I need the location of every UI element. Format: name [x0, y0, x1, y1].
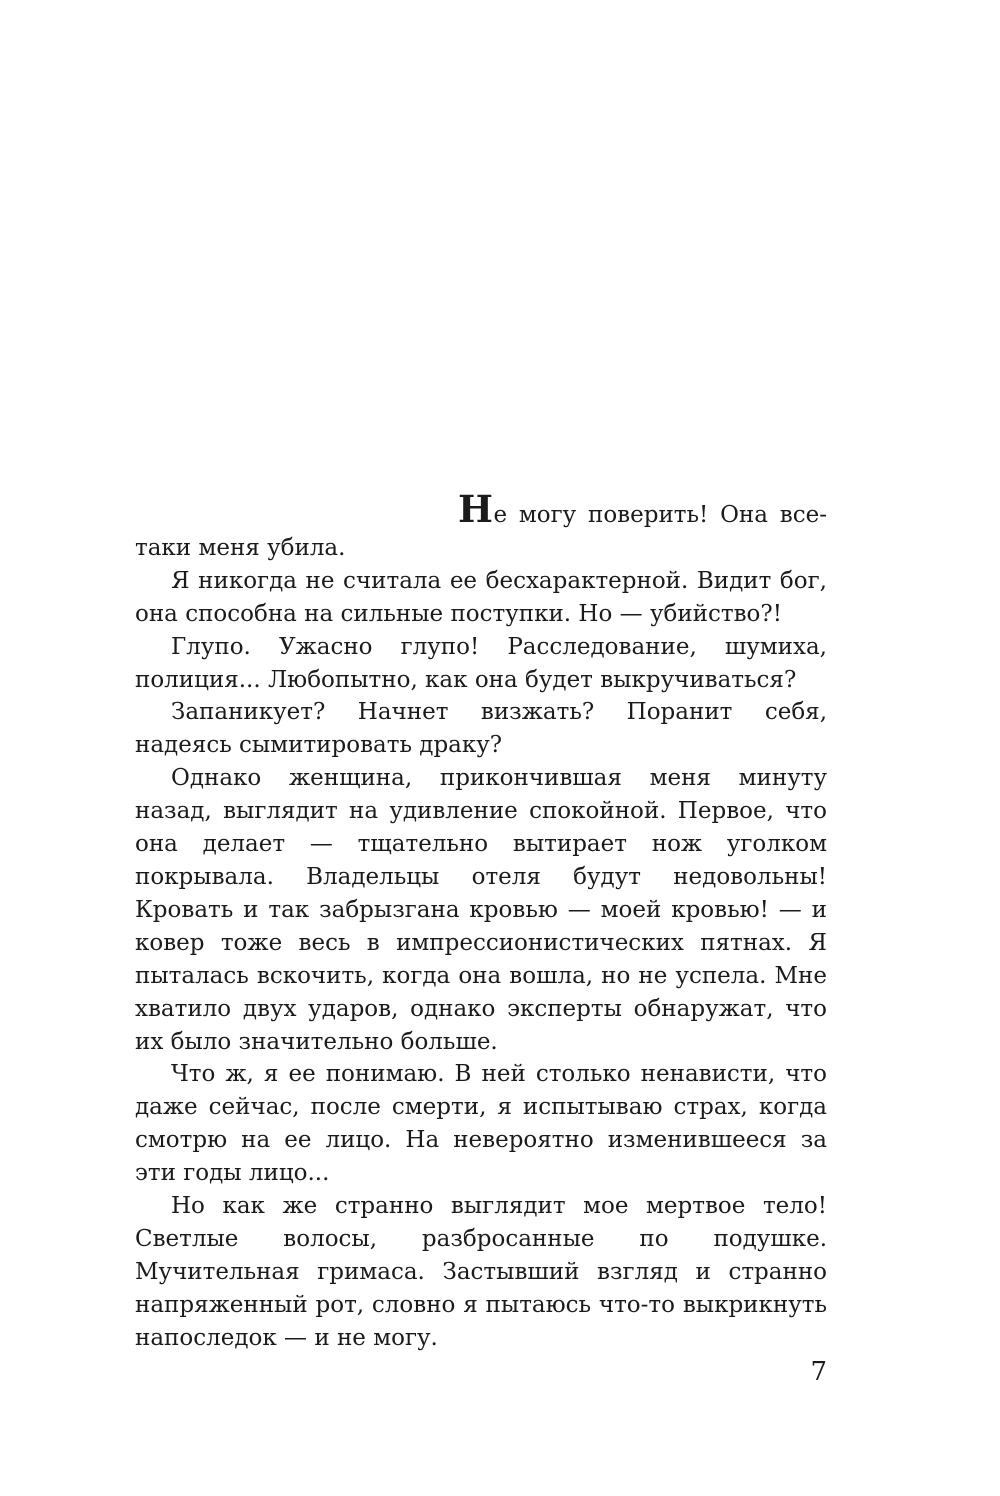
paragraph: Я никогда не считала ее бесхарактерной. Видит бог, она способна на сильные поступки. Но — убийство?!: [135, 567, 827, 627]
paragraph: Запаникует? Начнет визжать? Поранит себя, надеясь сымитировать драку?: [135, 699, 827, 759]
opening-paragraph-text: е могу поверить! Она все-таки меня убила.: [135, 502, 827, 561]
paragraph: Но как же странно выглядит мое мертвое тело! Светлые волосы, разбросанные по подушке. Мучительная гримаса. Застывший взгляд и странно напряженный рот, словно я пытаюсь что-то выкрикнуть напоследок — и не могу.: [135, 1193, 827, 1351]
opening-paragraph: [135, 487, 827, 565]
paragraph: Что ж, я ее понимаю. В ней столько ненависти, что даже сейчас, после смерти, я испытываю страх, когда смотрю на ее лицо. На невероятно изменившееся за эти годы лицо...: [135, 1061, 827, 1187]
paragraph: Глупо. Ужасно глупо! Расследование, шумиха, полиция... Любопытно, как она будет выкручиваться?: [135, 633, 827, 693]
drop-cap-letter: Н: [458, 487, 494, 531]
body-text-block: [135, 487, 827, 1355]
paragraph: Однако женщина, прикончившая меня минуту назад, выглядит на удивление спокойной. Первое, что она делает — тщательно вытирает нож уголком покрывала. Владельцы отеля будут недовольны! Кровать и так забрызгана кровью — моей кровью! — и ковер тоже весь в импрессионистических пятнах. Я пыталась вскочить, когда она вошла, но не успела. Мне хватило двух ударов, однако эксперты обнаружат, что их было значительно больше.: [135, 765, 827, 1055]
page-number: 7: [810, 1357, 827, 1387]
